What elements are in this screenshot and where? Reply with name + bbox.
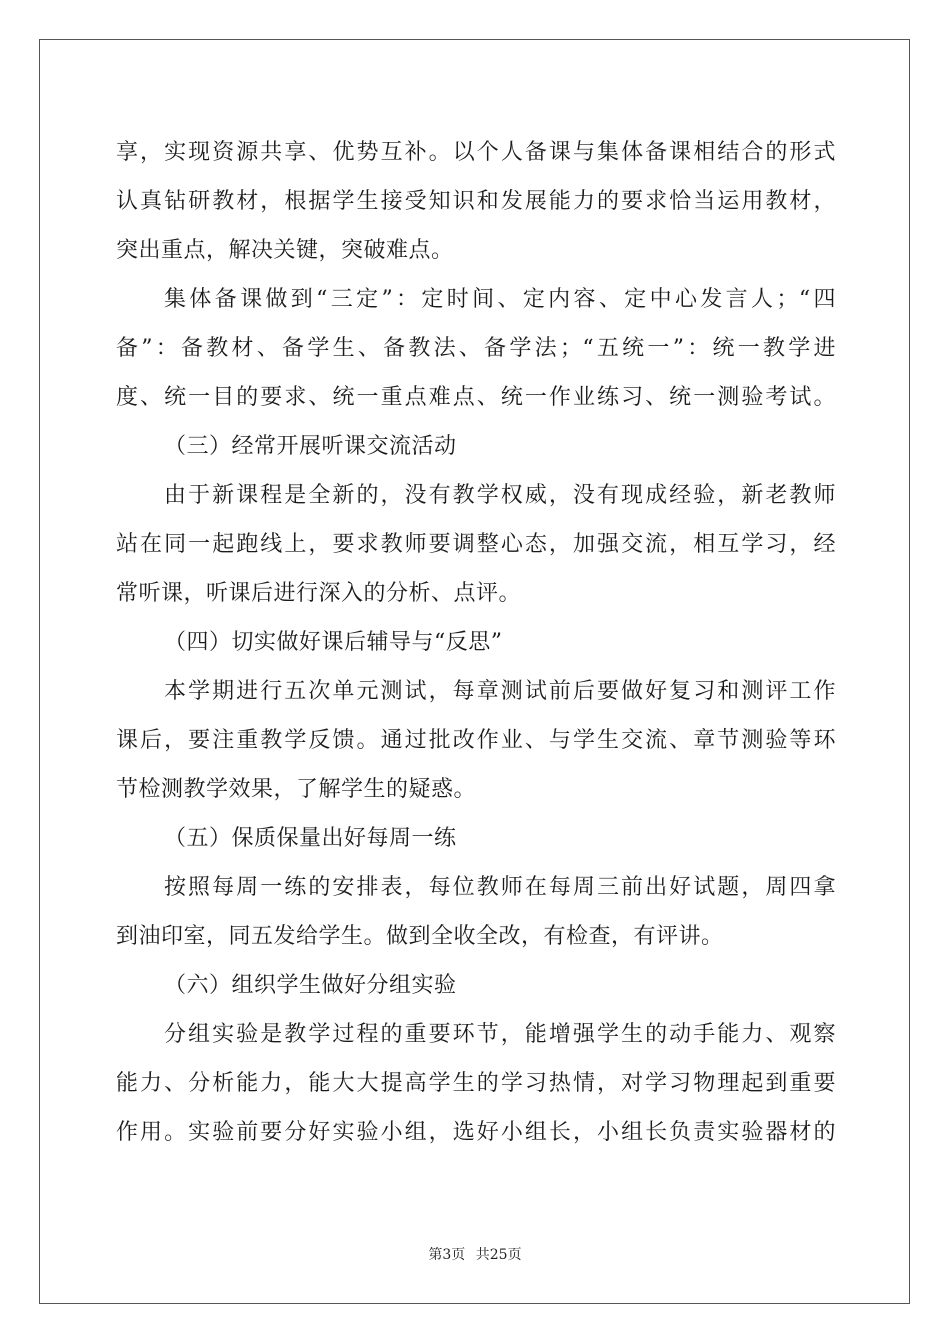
paragraph-line: 作用。实验前要分好实验小组，选好小组长，小组长负责实验器材的: [116, 1120, 836, 1145]
paragraph-line: 节检测教学效果，了解学生的疑惑。: [116, 777, 477, 802]
paragraph-line: 课后，要注重教学反馈。通过批改作业、与学生交流、章节测验等环: [116, 728, 836, 753]
paragraph-line: 站在同一起跑线上，要求教师要调整心态，加强交流，相互学习，经: [116, 532, 836, 557]
paragraph-line: 常听课，听课后进行深入的分析、点评。: [116, 581, 522, 606]
page-footer: [0, 1244, 950, 1264]
paragraph-line: 按照每周一练的安排表，每位教师在每周三前出好试题，周四拿: [164, 875, 836, 900]
paragraph-line: 到油印室，同五发给学生。做到全收全改，有检查，有评讲。: [116, 924, 724, 949]
paragraph-line: 集体备课做到“三定”：定时间、定内容、定中心发言人；“四: [164, 287, 836, 312]
paragraph-line: 度、统一目的要求、统一重点难点、统一作业练习、统一测验考试。: [116, 385, 836, 410]
paragraph-line: 分组实验是教学过程的重要环节，能增强学生的动手能力、观察: [164, 1022, 836, 1047]
paragraph-line: 能力、分析能力，能大大提高学生的学习热情，对学习物理起到重要: [116, 1071, 836, 1096]
paragraph-line: 本学期进行五次单元测试，每章测试前后要做好复习和测评工作: [164, 679, 836, 704]
section-heading: （五）保质保量出好每周一练: [164, 826, 457, 851]
paragraph-line: 突出重点，解决关键，突破难点。: [116, 238, 454, 263]
paragraph-line: 认真钻研教材，根据学生接受知识和发展能力的要求恰当运用教材，: [116, 189, 836, 214]
page-total: 共25页: [475, 1247, 522, 1263]
paragraph-line: 由于新课程是全新的，没有教学权威，没有现成经验，新老教师: [164, 483, 836, 508]
section-heading: （四）切实做好课后辅导与“反思”: [164, 630, 503, 655]
paragraph-line: 备”：备教材、备学生、备教法、备学法；“五统一”：统一教学进: [116, 336, 836, 361]
section-heading: （三）经常开展听课交流活动: [164, 434, 457, 459]
document-body: [116, 128, 836, 1157]
paragraph-line: 享，实现资源共享、优势互补。以个人备课与集体备课相结合的形式: [116, 140, 836, 165]
page-number: 第3页: [428, 1247, 466, 1263]
section-heading: （六）组织学生做好分组实验: [164, 973, 457, 998]
